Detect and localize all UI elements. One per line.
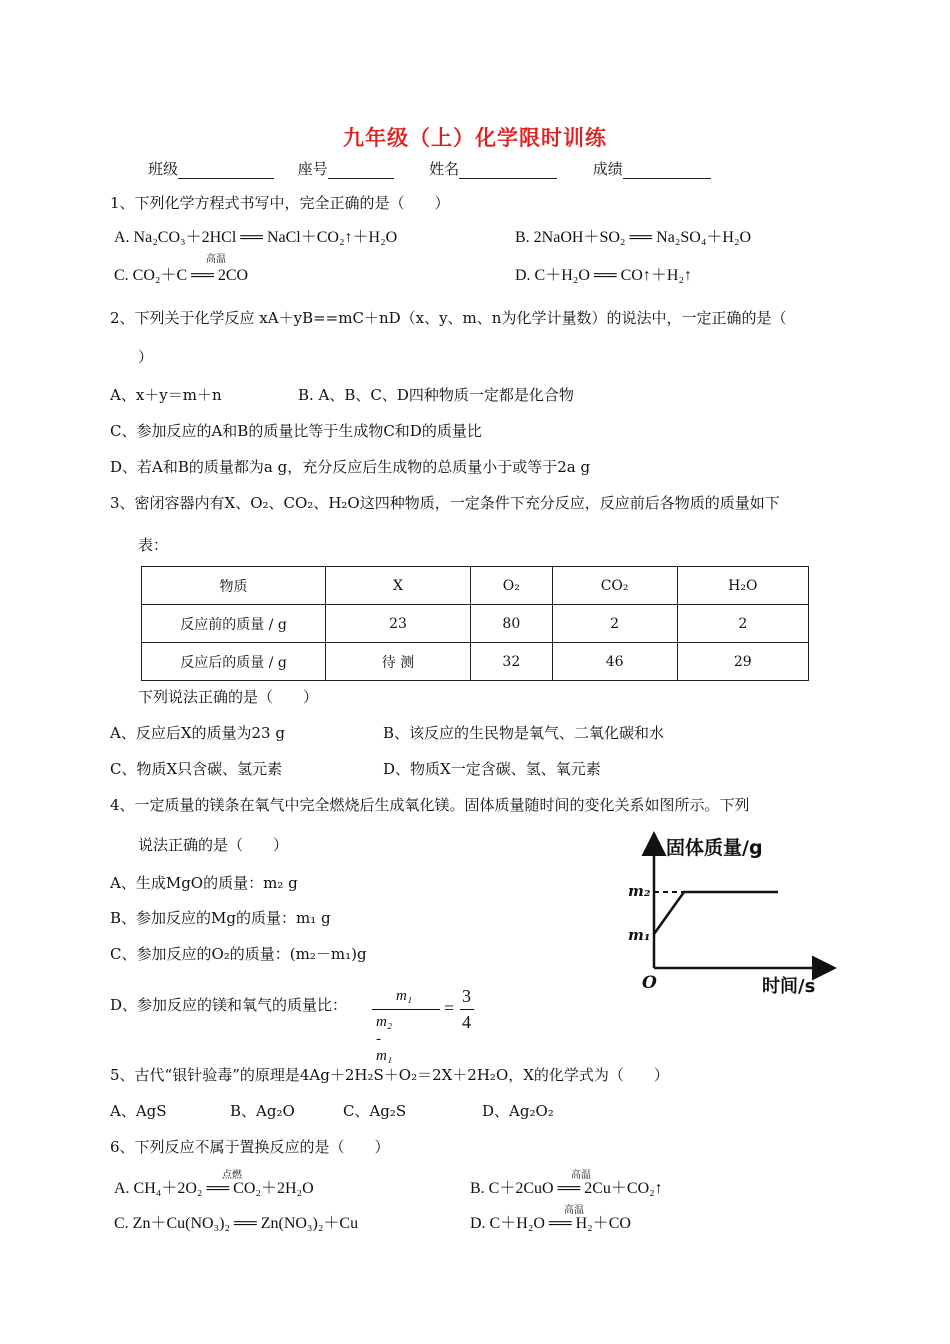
q1-option-a: A. Na₂CO₃＋2HCl ══ NaCl＋CO₂↑＋H₂O <box>114 229 398 246</box>
q2-option-d: D、若A和B的质量都为a g，充分反应后生成物的总质量小于或等于2a g <box>110 458 591 476</box>
q5-option-a: A、AgS <box>110 1102 167 1120</box>
table-header-cell: CO₂ <box>552 567 677 605</box>
table-cell: 80 <box>471 605 553 643</box>
q4-option-d: D、参加反应的镁和氧气的质量比： <box>110 996 348 1014</box>
table-header-cell: H₂O <box>677 567 808 605</box>
page-title: 九年级（上）化学限时训练 <box>343 126 607 150</box>
q3-option-b: B、该反应的生民物是氧气、二氧化碳和水 <box>383 724 665 742</box>
q5-option-c: C、Ag₂S <box>343 1102 407 1120</box>
q2-stem-cont: ） <box>138 348 154 366</box>
q3-prompt: 下列说法正确的是（ ） <box>138 688 319 706</box>
table-cell: 反应后的质量 / g <box>142 643 326 681</box>
class-blank[interactable] <box>178 162 274 179</box>
q6-option-c: C. Zn＋Cu(NO₃)₂ ══ Zn(NO₃)₂＋Cu <box>114 1215 359 1232</box>
q2-stem: 2、下列关于化学反应 xA＋yB==mC＋nD（x、y、m、n为化学计量数）的说法中，一定正确的是（ <box>110 309 787 327</box>
fraction-denominator: m₂ - m₁ <box>376 1014 393 1064</box>
q3-mass-table <box>141 566 809 681</box>
table-cell: 29 <box>677 643 808 681</box>
seat-blank[interactable] <box>328 162 394 179</box>
q5-option-d: D、Ag₂O₂ <box>482 1102 554 1120</box>
table-cell: 待 测 <box>326 643 471 681</box>
name-blank[interactable] <box>459 162 557 179</box>
q2-option-b: B. A、B、C、D四种物质一定都是化合物 <box>298 386 574 404</box>
q4-option-c: C、参加反应的O₂的质量：(m₂－m₁)g <box>110 945 367 963</box>
ratio-denominator: 4 <box>462 1012 471 1032</box>
q4-option-a: A、生成MgO的质量：m₂ g <box>110 874 298 892</box>
q3-stem: 3、密闭容器内有X、O₂、CO₂、H₂O这四种物质，一定条件下充分反应，反应前后各物质的质量如下 <box>110 494 780 512</box>
q4-option-b: B、参加反应的Mg的质量：m₁ g <box>110 909 331 927</box>
table-cell: 32 <box>471 643 553 681</box>
fraction-bar <box>372 1009 440 1010</box>
table-cell: 2 <box>677 605 808 643</box>
solid-mass-graph <box>610 826 840 1006</box>
table-header-cell: O₂ <box>471 567 553 605</box>
table-cell: 23 <box>326 605 471 643</box>
fraction-numerator: m₁ <box>396 988 413 1004</box>
q2-option-c: C、参加反应的A和B的质量比等于生成物C和D的质量比 <box>110 422 482 440</box>
q6-option-a: A. CH₄＋2O₂ ══ CO₂＋2H₂O <box>114 1180 314 1197</box>
class-label: 班级 <box>148 160 179 178</box>
q6-option-b-condition: 高温 <box>571 1170 591 1181</box>
q3-stem-cont: 表： <box>138 536 169 554</box>
q6-option-d: D. C＋H₂O ══ H₂＋CO <box>470 1215 631 1232</box>
score-label: 成绩 <box>592 160 623 178</box>
mass-curve <box>654 892 778 934</box>
name-label: 姓名 <box>429 160 460 178</box>
q4-stem-cont: 说法正确的是（ ） <box>138 836 289 854</box>
origin-label: O <box>642 973 657 993</box>
score-blank[interactable] <box>623 162 711 179</box>
table-cell: 46 <box>552 643 677 681</box>
q4-stem: 4、一定质量的镁条在氧气中完全燃烧后生成氧化镁。固体质量随时间的变化关系如图所示。下列 <box>110 796 750 814</box>
q1-option-c: C. CO₂＋C ══ 2CO <box>114 267 249 284</box>
table-row <box>142 605 809 643</box>
fraction-equals: = <box>444 998 455 1018</box>
q3-option-a: A、反应后X的质量为23 g <box>110 724 285 742</box>
ratio-numerator: 3 <box>462 986 471 1006</box>
student-info-row <box>148 158 711 179</box>
q6-option-d-condition: 高温 <box>564 1205 584 1216</box>
m2-label: m₂ <box>628 882 651 900</box>
q6-option-a-condition: 点燃 <box>222 1170 242 1181</box>
q6-option-b: B. C＋2CuO ══ 2Cu＋CO₂↑ <box>470 1180 663 1197</box>
table-header-cell: X <box>326 567 471 605</box>
q1-option-b: B. 2NaOH＋SO₂ ══ Na₂SO₄＋H₂O <box>515 229 752 246</box>
q2-option-a: A、x＋y＝m＋n <box>110 386 222 404</box>
table-cell: 2 <box>552 605 677 643</box>
y-axis-label: 固体质量/g <box>666 837 763 859</box>
seat-label: 座号 <box>297 160 328 178</box>
ratio-bar <box>460 1009 474 1010</box>
q3-option-c: C、物质X只含碳、氢元素 <box>110 760 283 778</box>
q5-stem: 5、古代“银针验毒”的原理是4Ag＋2H₂S＋O₂＝2X＋2H₂O，X的化学式为（ ） <box>110 1066 669 1084</box>
m1-label: m₁ <box>628 926 651 944</box>
table-header-cell: 物质 <box>142 567 326 605</box>
q5-option-b: B、Ag₂O <box>230 1102 295 1120</box>
table-cell: 反应前的质量 / g <box>142 605 326 643</box>
x-axis-label: 时间/s <box>762 976 816 997</box>
q1-stem: 1、下列化学方程式书写中，完全正确的是（ ） <box>110 194 450 212</box>
table-row <box>142 643 809 681</box>
q6-stem: 6、下列反应不属于置换反应的是（ ） <box>110 1138 390 1156</box>
q1-option-c-condition: 高温 <box>206 254 226 265</box>
q3-option-d: D、物质X一定含碳、氢、氧元素 <box>383 760 601 778</box>
q1-option-d: D. C＋H₂O ══ CO↑＋H₂↑ <box>515 267 692 284</box>
table-header-row <box>142 567 809 605</box>
